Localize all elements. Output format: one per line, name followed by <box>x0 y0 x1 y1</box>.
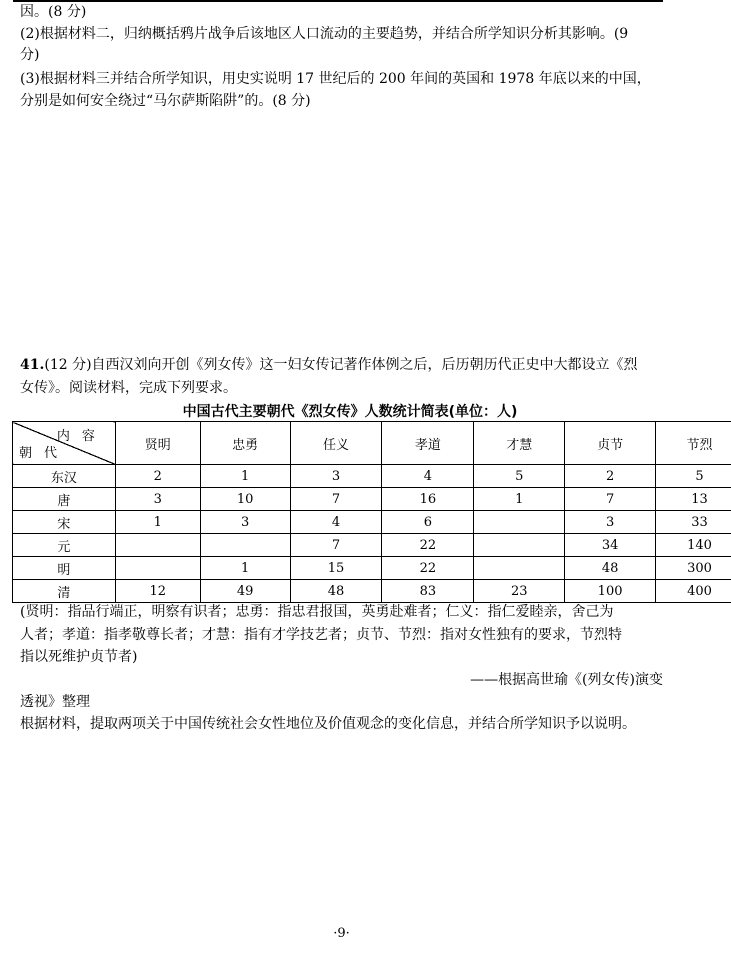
table-cell: 33 <box>656 511 731 534</box>
table-cell: 3 <box>565 511 656 534</box>
text-line: 因。(8 分) <box>20 4 87 20</box>
table-row <box>13 488 731 511</box>
corner-top-label: 内容 <box>56 429 107 444</box>
table-cell: 140 <box>656 534 731 557</box>
task-prompt: 根据材料，提取两项关于中国传统社会女性地位及价值观念的变化信息，并结合所学知识予以说明。 <box>20 716 636 732</box>
table-cell: 2 <box>565 465 656 488</box>
note-line: (贤明：指品行端正，明察有识者；忠勇：指忠君报国，英勇赴难者；仁义：指仁爱睦亲，舍己为 <box>20 604 614 620</box>
corner-bottom-label: 朝代 <box>19 446 70 461</box>
table-cell: 22 <box>382 557 474 580</box>
statistics-table <box>12 421 731 603</box>
dynasty-cell: 元 <box>13 534 116 557</box>
dynasty-cell: 清 <box>13 580 116 603</box>
column-header: 贤明 <box>115 422 200 465</box>
table-cell: 400 <box>656 580 731 603</box>
table-cell: 7 <box>290 534 382 557</box>
dynasty-cell: 宋 <box>13 511 116 534</box>
table-cell: 16 <box>382 488 474 511</box>
table-row <box>13 580 731 603</box>
column-header: 忠勇 <box>200 422 290 465</box>
table-cell: 48 <box>565 557 656 580</box>
question-41-line2: 女传》。阅读材料，完成下列要求。 <box>20 380 237 396</box>
table-cell: 13 <box>656 488 731 511</box>
table-cell: 49 <box>200 580 290 603</box>
dynasty-cell: 唐 <box>13 488 116 511</box>
note-line: 人者；孝道：指孝敬尊长者；才慧：指有才学技艺者；贞节、节烈：指对女性独有的要求，节烈特 <box>20 627 622 643</box>
dynasty-cell: 东汉 <box>13 465 116 488</box>
table-cell: 1 <box>200 465 290 488</box>
question-text: (12 分)自西汉刘向开创《列女传》这一妇女传记著作体例之后，后历朝历代正史中大都设立《烈 <box>44 357 638 373</box>
table-cell: 1 <box>474 488 565 511</box>
column-header: 才慧 <box>474 422 565 465</box>
table-cell: 1 <box>115 511 200 534</box>
column-header: 任义 <box>290 422 382 465</box>
table-cell <box>474 557 565 580</box>
table-row <box>13 465 731 488</box>
table-row <box>13 511 731 534</box>
table-cell: 5 <box>474 465 565 488</box>
table-row <box>13 534 731 557</box>
table-cell: 15 <box>290 557 382 580</box>
table-cell: 4 <box>382 465 474 488</box>
table-row <box>13 557 731 580</box>
column-header: 贞节 <box>565 422 656 465</box>
table-cell: 12 <box>115 580 200 603</box>
table-cell: 83 <box>382 580 474 603</box>
note-line: 指以死维护贞节者) <box>20 649 138 665</box>
table-cell: 7 <box>290 488 382 511</box>
text-line: (2)根据材料二，归纳概括鸦片战争后该地区人口流动的主要趋势，并结合所学知识分析其影响。(9 <box>20 26 629 42</box>
page-number: ·9· <box>333 926 350 941</box>
source-citation: ——根据高世瑜《(列女传)演变 <box>470 672 663 688</box>
table-cell <box>474 511 565 534</box>
source-citation-cont: 透视》整理 <box>20 694 90 710</box>
table-cell: 3 <box>115 488 200 511</box>
table-cell: 23 <box>474 580 565 603</box>
text-line: 分别是如何安全绕过“马尔萨斯陷阱”的。(8 分) <box>20 93 311 109</box>
table-cell: 5 <box>656 465 731 488</box>
table-cell <box>474 534 565 557</box>
dynasty-cell: 明 <box>13 557 116 580</box>
table-cell: 7 <box>565 488 656 511</box>
question-41-line1 <box>20 355 638 375</box>
corner-cell <box>13 422 116 465</box>
table-cell: 22 <box>382 534 474 557</box>
table-header-row <box>13 422 731 465</box>
table-cell: 48 <box>290 580 382 603</box>
table-caption: 中国古代主要朝代《烈女传》人数统计简表(单位：人) <box>182 404 518 420</box>
table-cell: 10 <box>200 488 290 511</box>
column-header: 节烈 <box>656 422 731 465</box>
question-number: 41. <box>20 357 45 373</box>
table-cell <box>115 534 200 557</box>
table-cell <box>115 557 200 580</box>
text-line: 分) <box>20 47 40 63</box>
table-cell: 3 <box>290 465 382 488</box>
table-cell: 4 <box>290 511 382 534</box>
table-cell: 300 <box>656 557 731 580</box>
table-cell: 34 <box>565 534 656 557</box>
table-cell: 2 <box>115 465 200 488</box>
table-cell: 1 <box>200 557 290 580</box>
text-line: (3)根据材料三并结合所学知识，用史实说明 17 世纪后的 200 年间的英国和 1978 年底以来的中国， <box>20 71 651 87</box>
column-header: 孝道 <box>382 422 474 465</box>
top-rule <box>13 0 663 2</box>
table-cell: 6 <box>382 511 474 534</box>
table-cell: 3 <box>200 511 290 534</box>
table-cell: 100 <box>565 580 656 603</box>
table-cell <box>200 534 290 557</box>
